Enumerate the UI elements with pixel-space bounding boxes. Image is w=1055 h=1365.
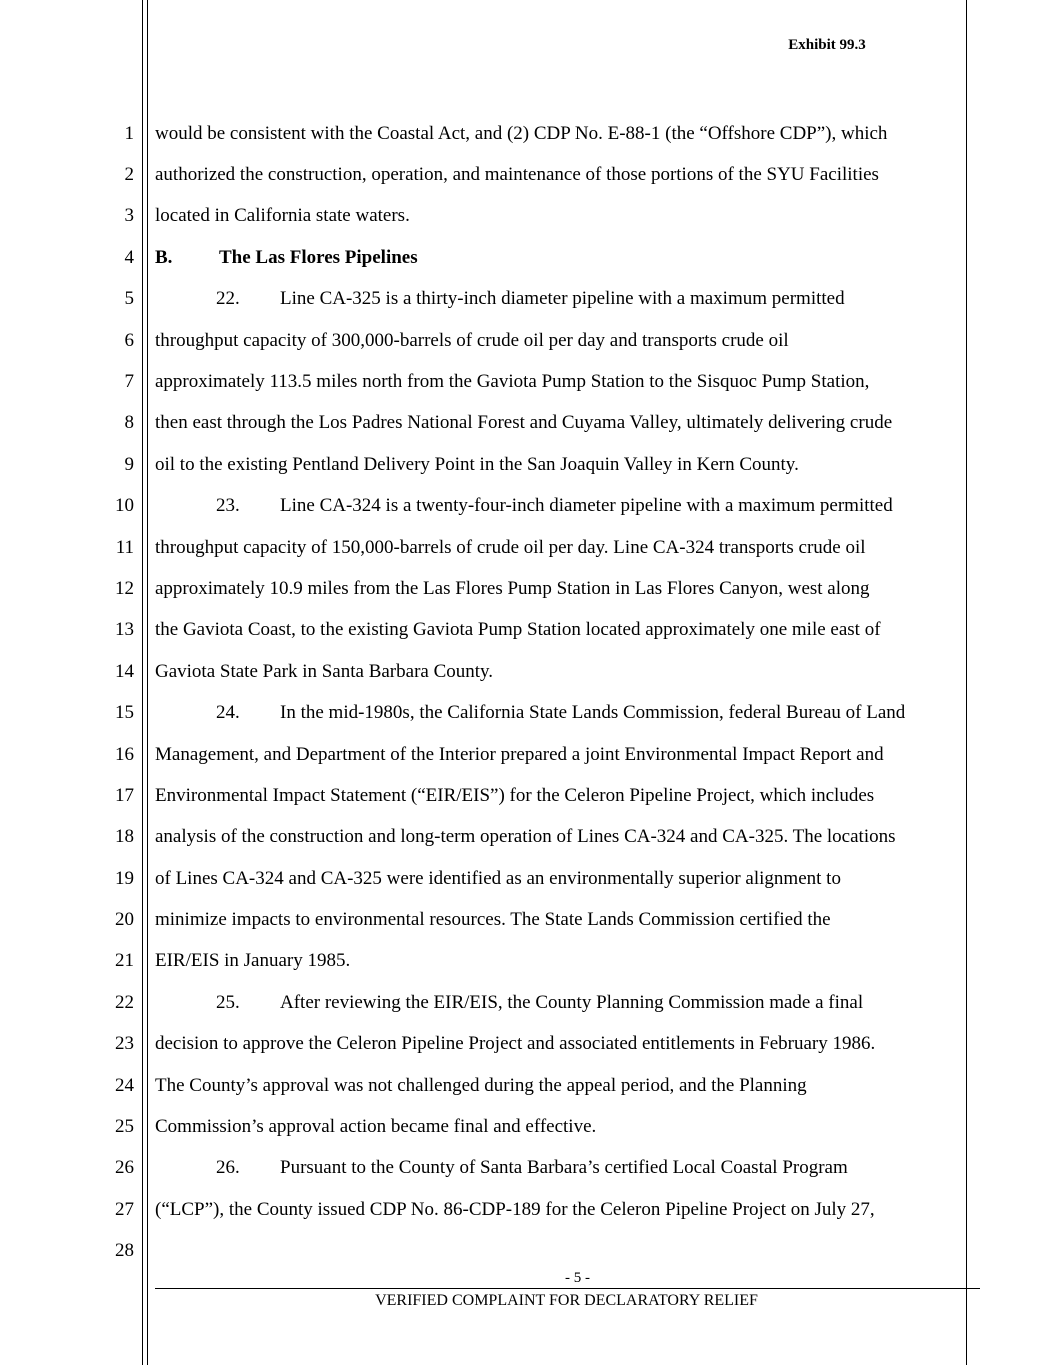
line-number: 28 xyxy=(115,1240,134,1261)
body-line: In the mid-1980s, the California State Lands Commission, federal Bureau of Land xyxy=(280,702,906,723)
line-number: 5 xyxy=(124,288,134,309)
body-line: Management, and Department of the Interior prepared a joint Environmental Impact Report and xyxy=(155,744,884,765)
body-line: Commission’s approval action became final and effective. xyxy=(155,1116,597,1137)
line-number: 16 xyxy=(115,744,134,765)
body-line: throughput capacity of 300,000-barrels of crude oil per day and transports crude oil xyxy=(155,330,789,351)
page-number: - 5 - xyxy=(565,1270,590,1286)
line-number: 8 xyxy=(124,412,134,433)
body-line: approximately 10.9 miles from the Las Flores Pump Station in Las Flores Canyon, west along xyxy=(155,578,870,599)
exhibit-label: Exhibit 99.3 xyxy=(788,37,866,53)
paragraph-first-line xyxy=(216,288,845,310)
body-line: Line CA-325 is a thirty-inch diameter pipeline with a maximum permitted xyxy=(280,288,845,309)
body-line: approximately 113.5 miles north from the Gaviota Pump Station to the Sisquoc Pump Station, xyxy=(155,371,870,392)
body-line: Gaviota State Park in Santa Barbara County. xyxy=(155,661,494,682)
paragraph-first-line xyxy=(216,1157,848,1179)
body-line: EIR/EIS in January 1985. xyxy=(155,950,351,971)
line-number: 9 xyxy=(124,454,134,475)
body-line: decision to approve the Celeron Pipeline Project and associated entitlements in February 1986. xyxy=(155,1033,876,1054)
paragraph-number: 24. xyxy=(216,702,240,723)
body-line: authorized the construction, operation, and maintenance of those portions of the SYU Facilities xyxy=(155,164,879,185)
line-number: 1 xyxy=(124,123,134,144)
line-number: 26 xyxy=(115,1157,134,1178)
line-number: 13 xyxy=(115,619,134,640)
paragraph-number: 22. xyxy=(216,288,240,309)
line-number: 20 xyxy=(115,909,134,930)
paragraph-number: 23. xyxy=(216,495,240,516)
footer-divider xyxy=(155,1288,980,1289)
body-line: located in California state waters. xyxy=(155,205,410,226)
footer-title: VERIFIED COMPLAINT FOR DECLARATORY RELIEF xyxy=(375,1292,758,1309)
body-line: minimize impacts to environmental resources. The State Lands Commission certified the xyxy=(155,909,831,930)
body-line: would be consistent with the Coastal Act, and (2) CDP No. E-88-1 (the “Offshore CDP”), which xyxy=(155,123,888,144)
paragraph-number: 25. xyxy=(216,992,240,1013)
line-number: 3 xyxy=(124,205,134,226)
body-line: throughput capacity of 150,000-barrels of crude oil per day. Line CA-324 transports crude oil xyxy=(155,537,866,558)
body-line: (“LCP”), the County issued CDP No. 86-CDP-189 for the Celeron Pipeline Project on July 27, xyxy=(155,1199,875,1220)
line-number: 12 xyxy=(115,578,134,599)
line-number: 18 xyxy=(115,826,134,847)
body-line: The County’s approval was not challenged during the appeal period, and the Planning xyxy=(155,1075,807,1096)
line-number: 27 xyxy=(115,1199,134,1220)
line-number: 21 xyxy=(115,950,134,971)
section-title: The Las Flores Pipelines xyxy=(219,247,418,268)
line-number: 25 xyxy=(115,1116,134,1137)
line-number: 10 xyxy=(115,495,134,516)
line-number: 6 xyxy=(124,330,134,351)
paragraph-first-line xyxy=(216,992,863,1014)
paragraph-first-line xyxy=(216,702,905,724)
line-number: 23 xyxy=(115,1033,134,1054)
line-number: 17 xyxy=(115,785,134,806)
body-line: Pursuant to the County of Santa Barbara’s certified Local Coastal Program xyxy=(280,1157,848,1178)
line-number: 24 xyxy=(115,1075,134,1096)
line-number: 2 xyxy=(124,164,134,185)
body-line: Environmental Impact Statement (“EIR/EIS”) for the Celeron Pipeline Project, which includes xyxy=(155,785,875,806)
margin-rule-left-outer xyxy=(142,0,143,1365)
body-line: then east through the Los Padres National Forest and Cuyama Valley, ultimately delivering crude xyxy=(155,412,893,433)
body-line: the Gaviota Coast, to the existing Gaviota Pump Station located approximately one mile east of xyxy=(155,619,881,640)
body-line: analysis of the construction and long-term operation of Lines CA-324 and CA-325. The locations xyxy=(155,826,896,847)
margin-rule-right xyxy=(966,0,967,1365)
body-line: After reviewing the EIR/EIS, the County Planning Commission made a final xyxy=(280,992,864,1013)
section-heading xyxy=(155,247,418,269)
body-line: of Lines CA-324 and CA-325 were identified as an environmentally superior alignment to xyxy=(155,868,841,889)
line-number: 11 xyxy=(115,537,134,558)
paragraph-number: 26. xyxy=(216,1157,240,1178)
body-line: oil to the existing Pentland Delivery Point in the San Joaquin Valley in Kern County. xyxy=(155,454,799,475)
line-number: 19 xyxy=(115,868,134,889)
paragraph-first-line xyxy=(216,495,893,517)
body-line: Line CA-324 is a twenty-four-inch diameter pipeline with a maximum permitted xyxy=(280,495,893,516)
section-letter: B. xyxy=(155,247,173,268)
line-number: 15 xyxy=(115,702,134,723)
line-number: 4 xyxy=(124,247,134,268)
line-number: 7 xyxy=(124,371,134,392)
line-number: 14 xyxy=(115,661,134,682)
margin-rule-left-inner xyxy=(147,0,148,1365)
line-number: 22 xyxy=(115,992,134,1013)
